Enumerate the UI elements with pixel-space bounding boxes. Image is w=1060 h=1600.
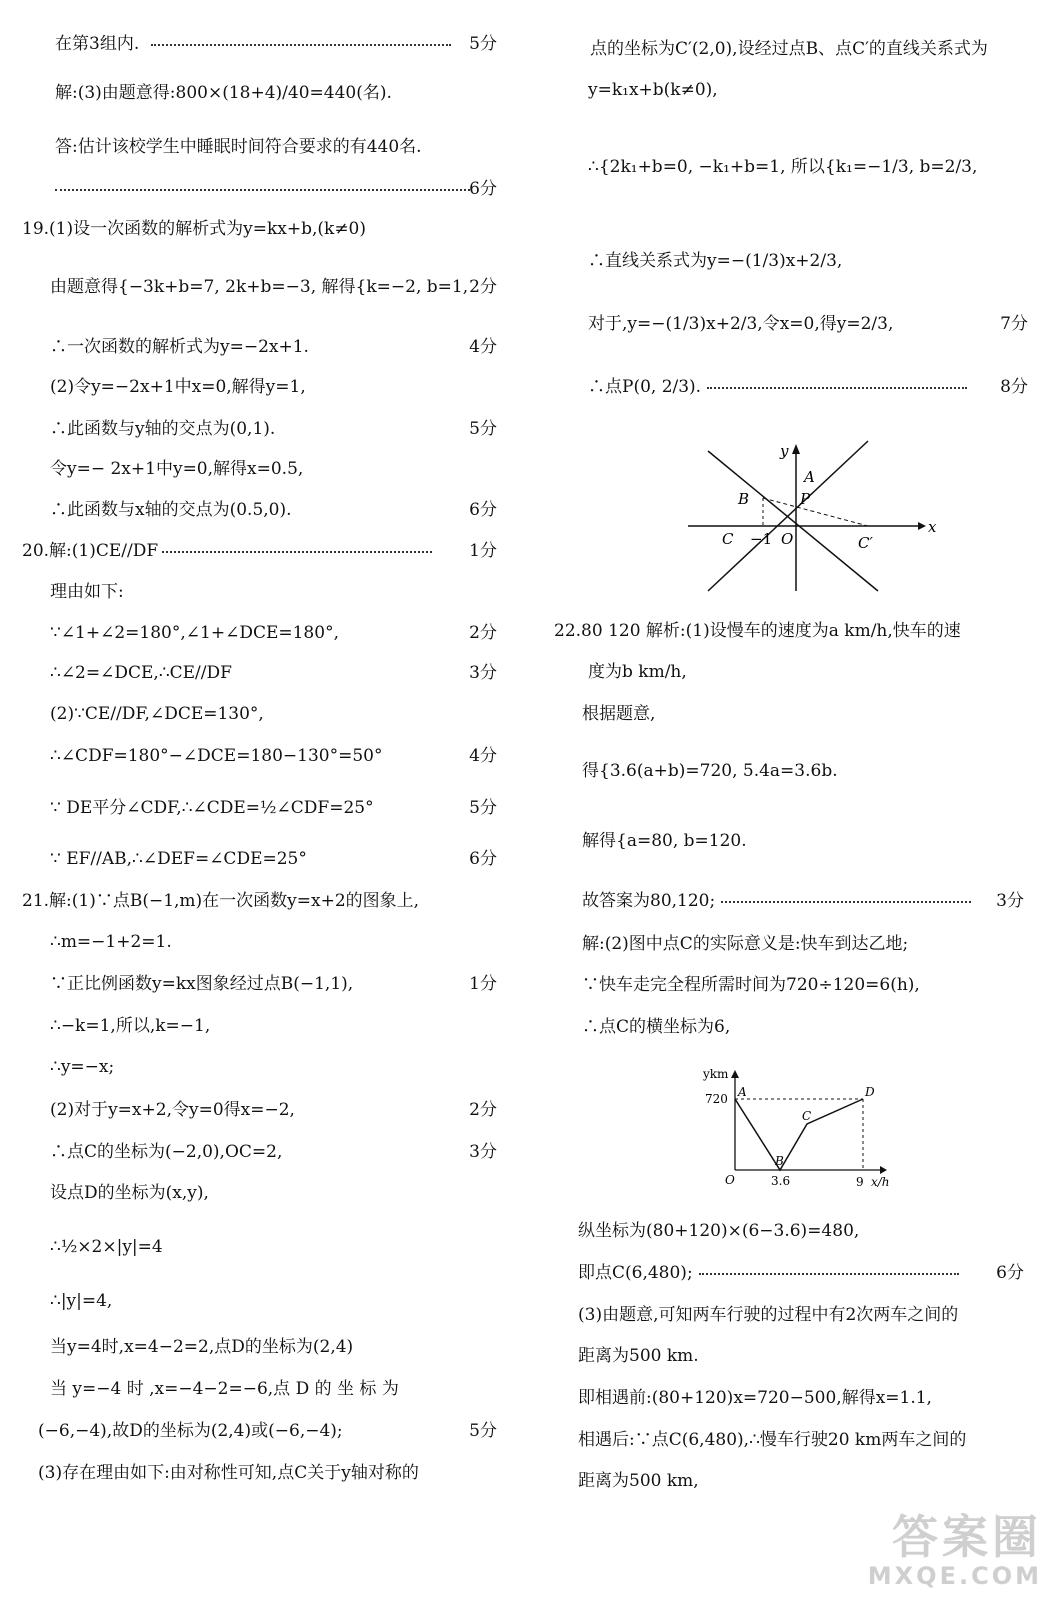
line: ∴此函数与y轴的交点为(0,1). 5分 [50, 419, 497, 439]
line: ∴点P(0, 2/3). 8分 [588, 377, 1028, 397]
y-arrow [731, 1070, 739, 1078]
line: ∴m=−1+2=1. [50, 932, 172, 952]
label-minus-1: −1 [750, 530, 773, 548]
line: 设点D的坐标为(x,y), [50, 1183, 209, 1203]
line: 度为b km/h, [588, 662, 687, 682]
label-B: B [775, 1154, 784, 1168]
line: ∴一次函数的解析式为y=−2x+1. 4分 [50, 337, 497, 357]
line: 6分 [55, 178, 497, 200]
line: ∴此函数与x轴的交点为(0.5,0). 6分 [50, 500, 497, 520]
line: ∵ EF//AB,∴∠DEF=∠CDE=25° 6分 [50, 849, 497, 869]
line-graph-figure [678, 436, 938, 596]
line: 纵坐标为(80+120)×(6−3.6)=480, [578, 1221, 860, 1241]
question-22: 22.80 120 解析:(1)设慢车的速度为a km/h,快车的速 [554, 621, 961, 641]
label-P: P [800, 490, 811, 508]
line: ∴y=−x; [50, 1057, 115, 1077]
question-20: 20.解:(1)CE//DF 1分 [22, 541, 497, 561]
y-arrow [792, 444, 800, 454]
label-C-prime: C′ [858, 534, 873, 552]
line: ∵快车走完全程所需时间为720÷120=6(h), [582, 975, 920, 995]
watermark [868, 1512, 1042, 1590]
x-arrow [918, 522, 926, 530]
line: 故答案为80,120; 3分 [582, 891, 1024, 911]
distance-time-graph [695, 1062, 900, 1192]
label-B: B [738, 490, 750, 508]
line: 当 y=−4 时 ,x=−4−2=−6,点 D 的 坐 标 为 [50, 1379, 399, 1399]
label-3-6: 3.6 [771, 1174, 791, 1188]
line: 点的坐标为C′(2,0),设经过点B、点C′的直线关系式为 [590, 39, 988, 59]
label-ykm: ykm [703, 1067, 729, 1081]
dashed-bc-prime [763, 498, 868, 526]
label-xh: x/h [871, 1175, 890, 1189]
line: 即点C(6,480); 6分 [578, 1263, 1024, 1283]
label-A: A [804, 468, 815, 486]
line: ∵∠1+∠2=180°,∠1+∠DCE=180°, 2分 [50, 623, 497, 643]
label-9: 9 [856, 1175, 864, 1189]
line: 距离为500 km. [578, 1346, 699, 1366]
line: 由题意得{−3k+b=7, 2k+b=−3, 解得{k=−2, b=1, 2分 [50, 277, 497, 297]
line: 解:(2)图中点C的实际意义是:快车到达乙地; [582, 934, 909, 954]
line: 距离为500 km, [578, 1471, 699, 1491]
line: 答:估计该校学生中睡眠时间符合要求的有440名. [55, 137, 422, 157]
line: ∴{2k₁+b=0, −k₁+b=1, 所以{k₁=−1/3, b=2/3, [588, 157, 978, 177]
label-O: O [781, 530, 794, 548]
line: y=k₁x+b(k≠0), [588, 80, 718, 100]
line: ∵正比例函数y=kx图象经过点B(−1,1), 1分 [50, 974, 497, 994]
line: (−6,−4),故D的坐标为(2,4)或(−6,−4); 5分 [38, 1421, 497, 1441]
line: 得{3.6(a+b)=720, 5.4a=3.6b. [582, 761, 838, 781]
label-D: D [865, 1085, 875, 1099]
line: ∴点C的横坐标为6, [582, 1017, 731, 1037]
line: 相遇后:∵点C(6,480),∴慢车行驶20 km两车之间的 [578, 1430, 967, 1450]
x-arrow [880, 1166, 887, 1174]
line: (2)∵CE//DF,∠DCE=130°, [50, 704, 264, 724]
line: ∴½×2×|y|=4 [50, 1237, 163, 1257]
line: ∴∠2=∠DCE,∴CE//DF 3分 [50, 663, 497, 683]
line: 解:(3)由题意得:800×(18+4)/40=440(名). [55, 83, 392, 103]
line: (2)令y=−2x+1中x=0,解得y=1, [50, 377, 306, 397]
line: 在第3组内. 5分 [55, 34, 497, 54]
label-720: 720 [705, 1092, 728, 1106]
label-y: y [780, 442, 789, 460]
label-C: C [722, 530, 734, 548]
line: 理由如下: [50, 582, 124, 602]
line: ∴点C的坐标为(−2,0),OC=2, 3分 [50, 1142, 497, 1162]
line: 当y=4时,x=4−2=2,点D的坐标为(2,4) [50, 1337, 354, 1357]
line: (3)由题意,可知两车行驶的过程中有2次两车之间的 [578, 1305, 959, 1325]
line: ∴|y|=4, [50, 1291, 113, 1311]
watermark-logo: 答案圈 [892, 1510, 1042, 1564]
line: (3)存在理由如下:由对称性可知,点C关于y轴对称的 [38, 1463, 419, 1483]
label-O: O [725, 1173, 735, 1187]
label-C: C [802, 1109, 812, 1123]
label-A: A [738, 1085, 747, 1099]
watermark-url: MXQE.COM [867, 1562, 1042, 1590]
question-19: 19.(1)设一次函数的解析式为y=kx+b,(k≠0) [22, 219, 367, 239]
label-x: x [928, 518, 937, 536]
line: (2)对于y=x+2,令y=0得x=−2, 2分 [50, 1100, 497, 1120]
line: 对于,y=−(1/3)x+2/3,令x=0,得y=2/3, 7分 [588, 314, 1028, 334]
line: ∵ DE平分∠CDF,∴∠CDE=½∠CDF=25° 5分 [50, 798, 497, 818]
line: ∴∠CDF=180°−∠DCE=180−130°=50° 4分 [50, 746, 497, 766]
line: 解得{a=80, b=120. [582, 831, 747, 851]
line: ∴直线关系式为y=−(1/3)x+2/3, [588, 251, 843, 271]
line: 根据题意, [582, 704, 656, 724]
line: 即相遇前:(80+120)x=720−500,解得x=1.1, [578, 1388, 932, 1408]
line-y-neg-x [708, 451, 878, 591]
line: 令y=− 2x+1中y=0,解得x=0.5, [50, 459, 304, 479]
distance-polyline [735, 1099, 863, 1170]
question-21: 21.解:(1)∵点B(−1,m)在一次函数y=x+2的图象上, [22, 891, 420, 911]
line: ∴−k=1,所以,k=−1, [50, 1016, 211, 1036]
